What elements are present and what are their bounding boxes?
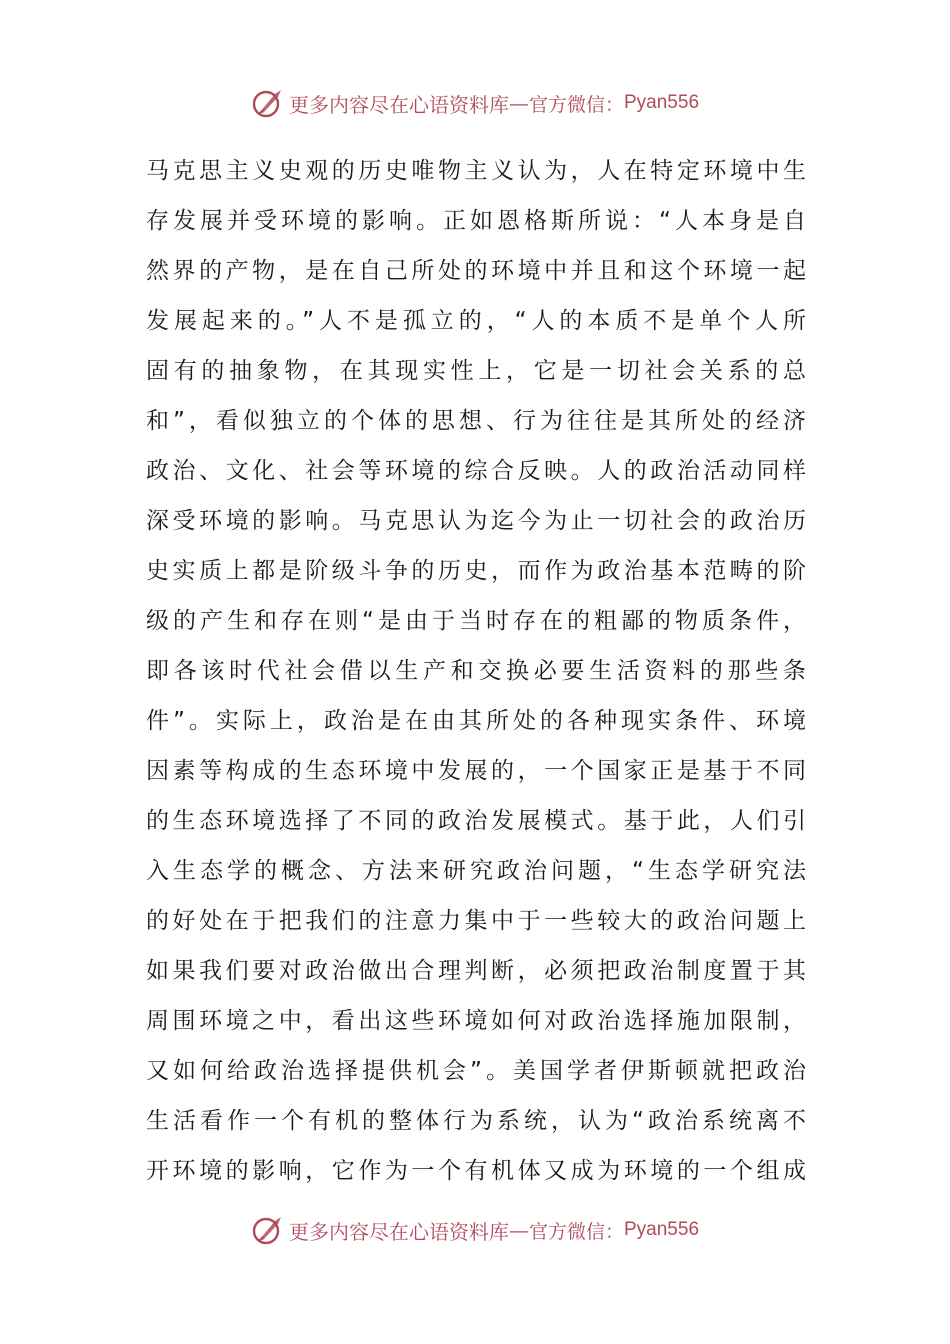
footer-watermark — [0, 1205, 950, 1255]
wechat-label: 官方微信： — [528, 93, 624, 116]
brand-name: 更多内容尽在心语资料库 — [288, 1219, 509, 1244]
text-line: 周围环境之中，看出这些环境如何对政治选择施加限制， — [146, 1008, 806, 1034]
header-watermark — [0, 78, 950, 128]
text-line: 发展起来的。”人不是孤立的，“人的本质不是单个人所 — [146, 308, 806, 334]
text-line: 件”。实际上，政治是在由其所处的各种现实条件、环境 — [146, 708, 806, 734]
text-line: 级的产生和存在则“是由于当时存在的粗鄙的物质条件， — [146, 608, 806, 634]
text-line: 生活看作一个有机的整体行为系统，认为“政治系统离不 — [146, 1108, 806, 1134]
text-line: 然界的产物，是在自己所处的环境中并且和这个环境一起 — [146, 258, 806, 284]
text-line: 深受环境的影响。马克思认为迄今为止一切社会的政治历 — [146, 508, 806, 534]
text-line: 政治、文化、社会等环境的综合反映。人的政治活动同样 — [146, 458, 806, 484]
wechat-id: Pyan556 — [624, 92, 700, 113]
quill-logo-icon — [251, 1213, 285, 1247]
text-line: 因素等构成的生态环境中发展的，一个国家正是基于不同 — [146, 758, 806, 784]
brand-name: 更多内容尽在心语资料库 — [288, 92, 509, 117]
document-body — [146, 146, 806, 1196]
text-line: 存发展并受环境的影响。正如恩格斯所说：“人本身是自 — [146, 208, 806, 234]
text-line: 史实质上都是阶级斗争的历史，而作为政治基本范畴的阶 — [146, 558, 806, 584]
text-line: 的好处在于把我们的注意力集中于一些较大的政治问题上 — [146, 908, 806, 934]
quill-logo-icon — [251, 86, 285, 120]
text-line: 固有的抽象物，在其现实性上，它是一切社会关系的总 — [146, 358, 806, 384]
brand-dash: — — [508, 1218, 529, 1242]
text-line: 又如何给政治选择提供机会”。美国学者伊斯顿就把政治 — [146, 1058, 806, 1084]
wechat-label: 官方微信： — [528, 1220, 624, 1243]
brand-dash: — — [508, 91, 529, 115]
wechat-id: Pyan556 — [624, 1219, 700, 1240]
text-line: 的生态环境选择了不同的政治发展模式。基于此，人们引 — [146, 808, 806, 834]
text-line: 马克思主义史观的历史唯物主义认为，人在特定环境中生 — [146, 158, 806, 184]
text-line: 如果我们要对政治做出合理判断，必须把政治制度置于其 — [146, 958, 806, 984]
text-line: 开环境的影响，它作为一个有机体又成为环境的一个组成 — [146, 1158, 806, 1184]
text-line: 即各该时代社会借以生产和交换必要生活资料的那些条 — [146, 658, 806, 684]
text-line: 入生态学的概念、方法来研究政治问题，“生态学研究法 — [146, 858, 806, 884]
text-line: 和”，看似独立的个体的思想、行为往往是其所处的经济 — [146, 408, 806, 434]
